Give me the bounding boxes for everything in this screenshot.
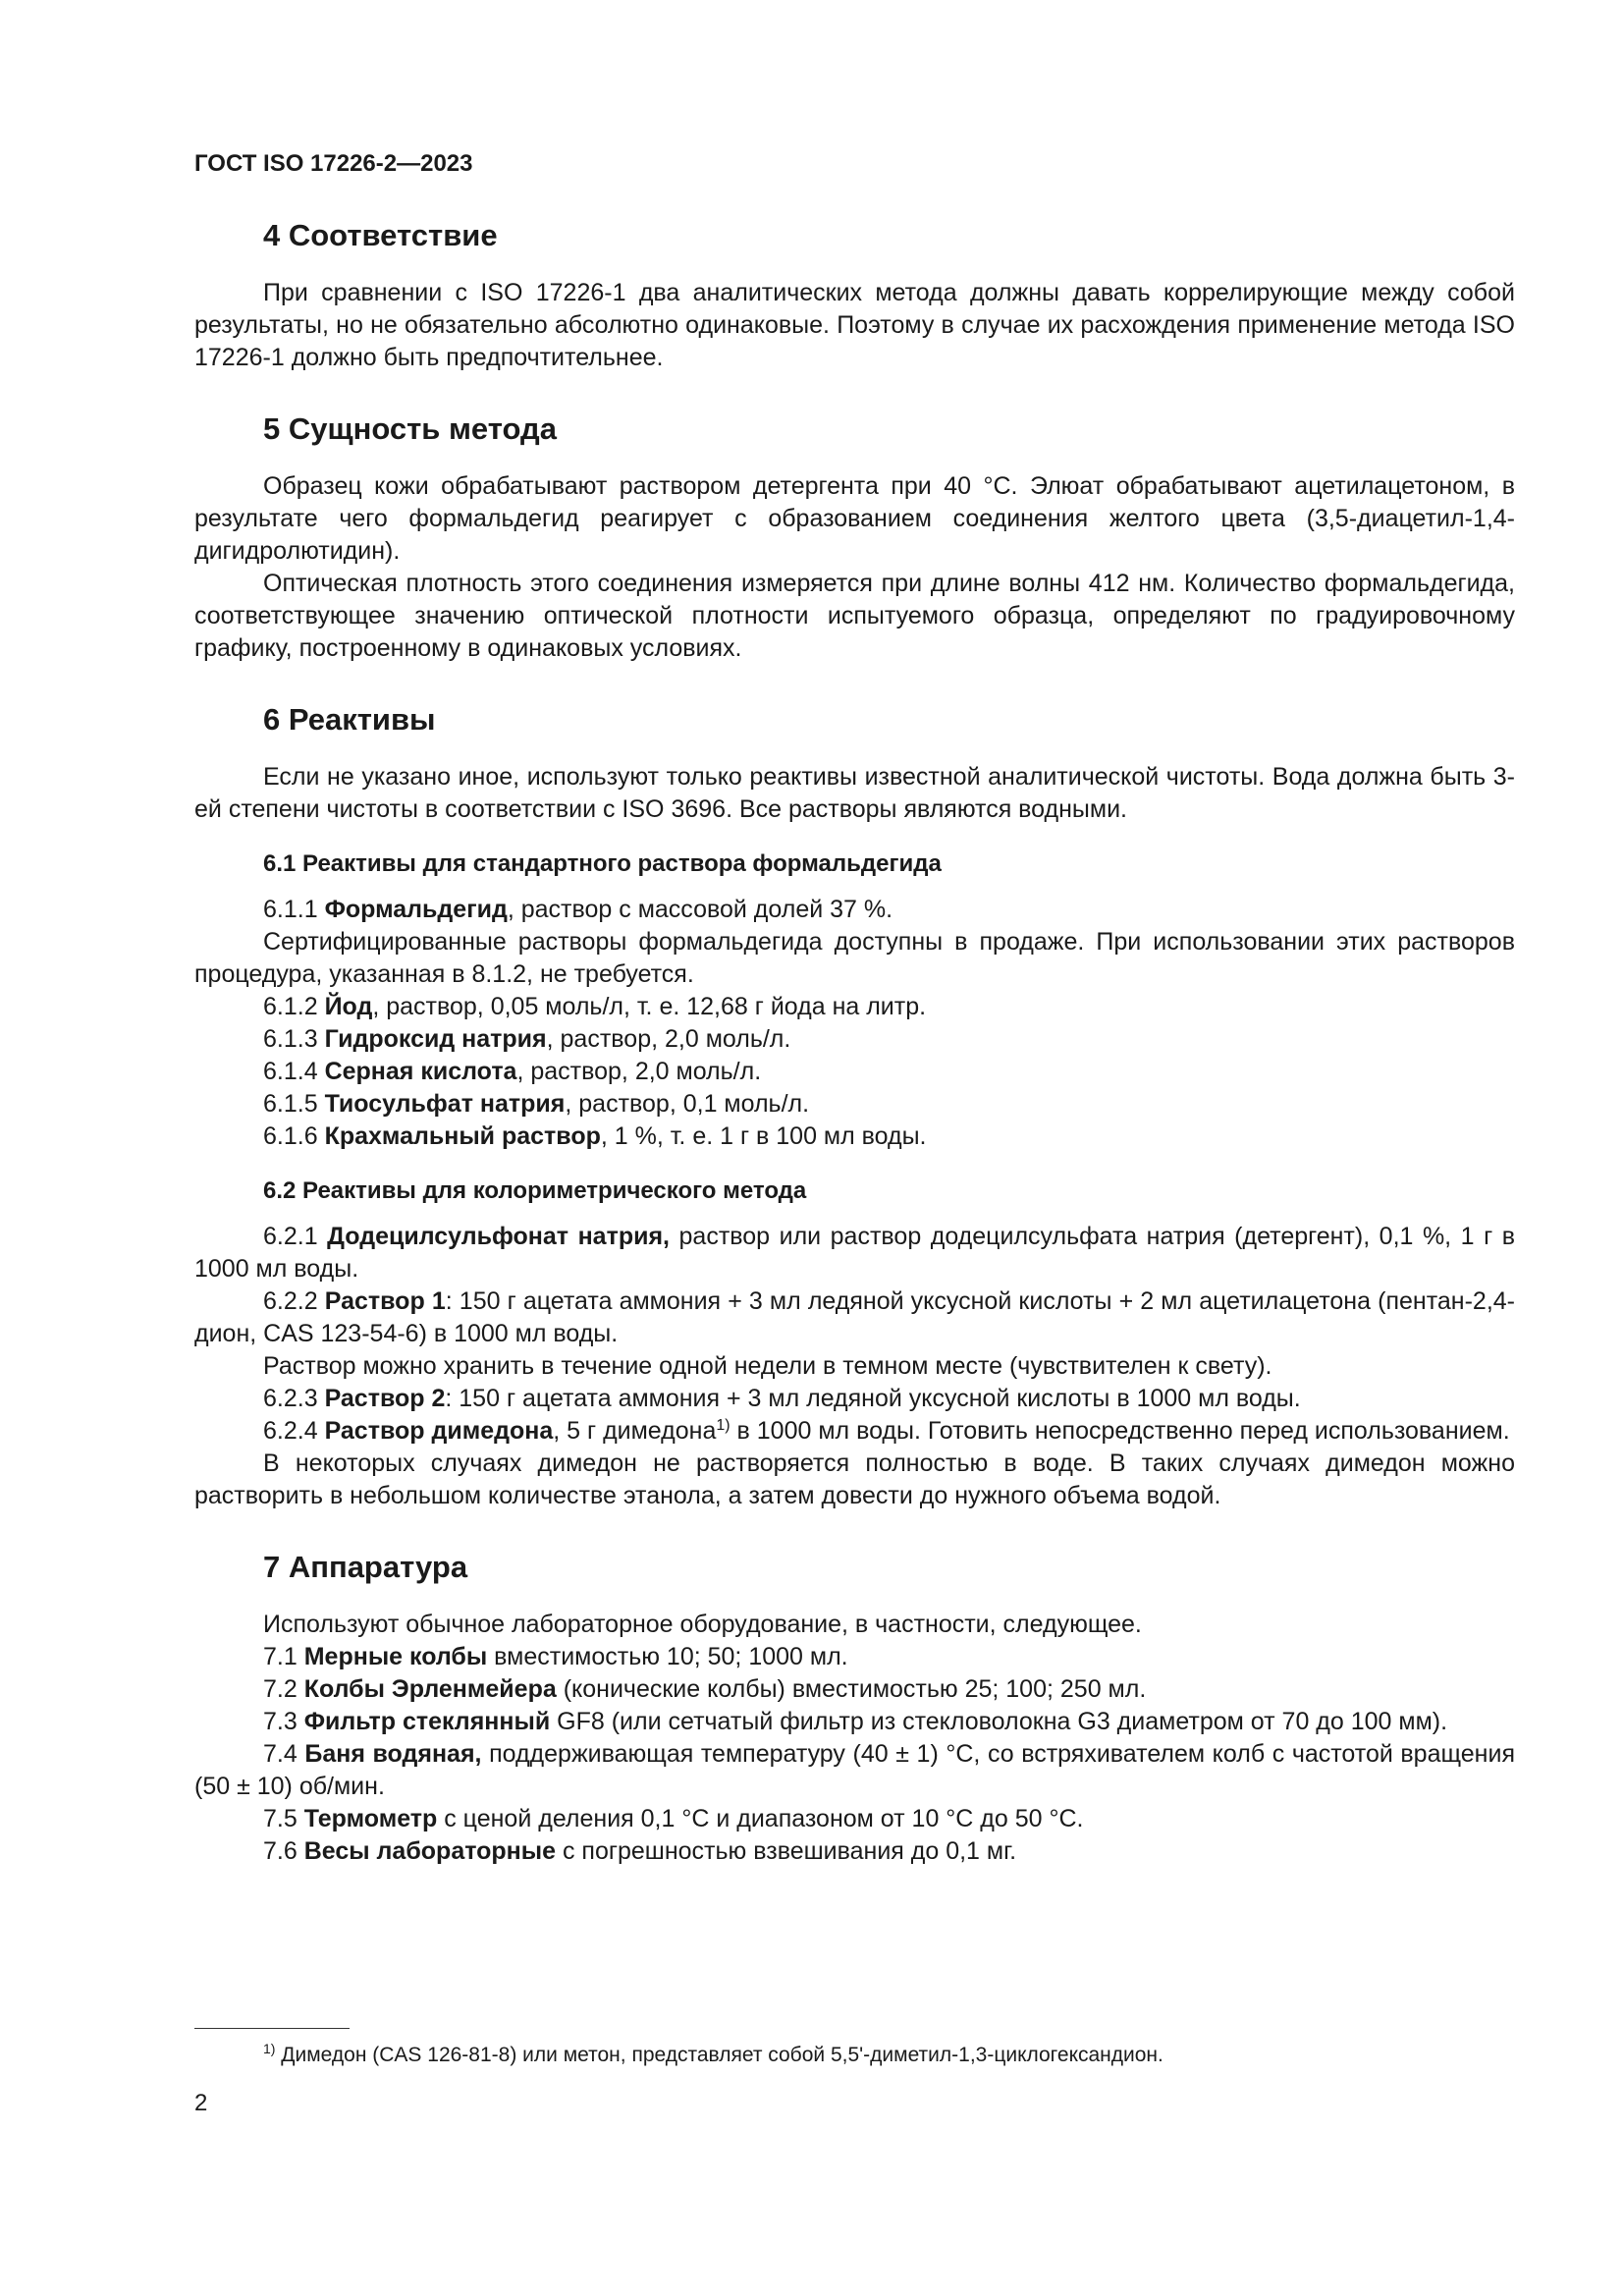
subsection-6-1-title: 6.1 Реактивы для стандартного раствора формальдегида xyxy=(263,850,942,877)
item-7-6: 7.6 Весы лабораторные с погрешностью взвешивания до 0,1 мг. xyxy=(263,1837,1017,1865)
section-5-paragraph-1: Образец кожи обрабатывают раствором детергента при 40 °С. Элюат обрабатывают ацетилацетоном, в результате чего формальдегид реагирует с образованием соединения желтого цвета (3,5-диацетил-1,4-дигидролютидин). xyxy=(194,472,1515,565)
item-6-2-4: 6.2.4 Раствор димедона, 5 г димедона$^{1)}$ в 1000 мл воды. Готовить непосредственно перед использованием. xyxy=(263,1417,1510,1445)
section-7-paragraph: Используют обычное лабораторное оборудование, в частности, следующее. xyxy=(263,1611,1142,1638)
footnote-reference: 1) xyxy=(716,1417,730,1434)
item-7-2: 7.2 Колбы Эрленмейера (конические колбы) вместимостью 25; 100; 250 мл. xyxy=(263,1675,1147,1703)
item-7-5: 7.5 Термометр с ценой деления 0,1 °С и диапазоном от 10 °С до 50 °С. xyxy=(263,1805,1084,1832)
item-6-2-3: 6.2.3 Раствор 2: 150 г ацетата аммония + 3 мл ледяной уксусной кислоты в 1000 мл воды. xyxy=(263,1385,1301,1412)
section-4-paragraph: При сравнении с ISO 17226-1 два аналитических метода должны давать коррелирующие между собой результаты, но не обязательно абсолютно одинаковые. Поэтому в случае их расхождения применение метода ISO 17226-1 должно быть предпочтительнее. xyxy=(194,279,1515,371)
item-6-1-4: 6.1.4 Серная кислота, раствор, 2,0 моль/л. xyxy=(263,1058,762,1085)
item-7-4: 7.4 Баня водяная, поддерживающая температуру (40 ± 1) °С, со встряхивателем колб с частотой вращения (50 ± 10) об/мин. xyxy=(194,1740,1515,1800)
item-6-1-1: 6.1.1 Формальдегид, раствор с массовой долей 37 %. xyxy=(263,896,893,923)
item-7-1: 7.1 Мерные колбы вместимостью 10; 50; 1000 мл. xyxy=(263,1643,848,1670)
section-4-title: 4 Соответствие xyxy=(263,218,498,252)
footnote-mark: 1) xyxy=(263,2041,276,2056)
section-4 xyxy=(194,216,1515,374)
section-5-paragraph-2: Оптическая плотность этого соединения измеряется при длине волны 412 нм. Количество формальдегида, соответствующее значению оптической плотности испытуемого образца, определяют по градуировочному графику, построенному в одинаковых условиях. xyxy=(194,570,1515,662)
document-body xyxy=(194,216,1515,1903)
footnote-divider xyxy=(194,2028,350,2029)
section-6 xyxy=(194,700,1515,1512)
item-6-2-4-note: В некоторых случаях димедон не растворяется полностью в воде. В таких случаях димедон можно растворить в небольшом количестве этанола, а затем довести до нужного объема водой. xyxy=(194,1449,1515,1509)
item-6-2-1: 6.2.1 Додецилсульфонат натрия, раствор или раствор додецилсульфата натрия (детергент), 0,1 %, 1 г в 1000 мл воды. xyxy=(194,1223,1515,1283)
section-6-paragraph: Если не указано иное, используют только реактивы известной аналитической чистоты. Вода должна быть 3-ей степени чистоты в соответствии с ISO 3696. Все растворы являются водными. xyxy=(194,763,1515,823)
document-header: ГОСТ ISO 17226-2—2023 xyxy=(194,150,473,177)
footnote xyxy=(263,2041,1163,2070)
section-7-title: 7 Аппаратура xyxy=(263,1550,468,1584)
item-6-1-6: 6.1.6 Крахмальный раствор, 1 %, т. е. 1 г в 100 мл воды. xyxy=(263,1122,927,1150)
item-6-1-3: 6.1.3 Гидроксид натрия, раствор, 2,0 моль/л. xyxy=(263,1025,791,1053)
section-6-title: 6 Реактивы xyxy=(263,702,436,737)
page-number: 2 xyxy=(194,2090,208,2116)
subsection-6-2-title: 6.2 Реактивы для колориметрического метода xyxy=(263,1177,807,1204)
item-6-1-2: 6.1.2 Йод, раствор, 0,05 моль/л, т. е. 12,68 г йода на литр. xyxy=(263,993,927,1020)
item-6-1-5: 6.1.5 Тиосульфат натрия, раствор, 0,1 моль/л. xyxy=(263,1090,810,1118)
section-5-title: 5 Сущность метода xyxy=(263,411,557,446)
item-6-1-1-note: Сертифицированные растворы формальдегида доступны в продаже. При использовании этих растворов процедура, указанная в 8.1.2, не требуется. xyxy=(194,928,1515,988)
section-5 xyxy=(194,410,1515,665)
footnote-text: Димедон (CAS 126-81-8) или метон, представляет собой 5,5'-диметил-1,3-циклогександион. xyxy=(275,2044,1163,2066)
section-7 xyxy=(194,1548,1515,1868)
item-6-2-2-note: Раствор можно хранить в течение одной недели в темном месте (чувствителен к свету). xyxy=(263,1352,1272,1380)
item-7-3: 7.3 Фильтр стеклянный GF8 (или сетчатый фильтр из стекловолокна G3 диаметром от 70 до 100 мм). xyxy=(263,1708,1448,1735)
item-6-2-2: 6.2.2 Раствор 1: 150 г ацетата аммония + 3 мл ледяной уксусной кислоты + 2 мл ацетилацетона (пентан-2,4-дион, CAS 123-54-6) в 1000 мл воды. xyxy=(194,1287,1515,1347)
